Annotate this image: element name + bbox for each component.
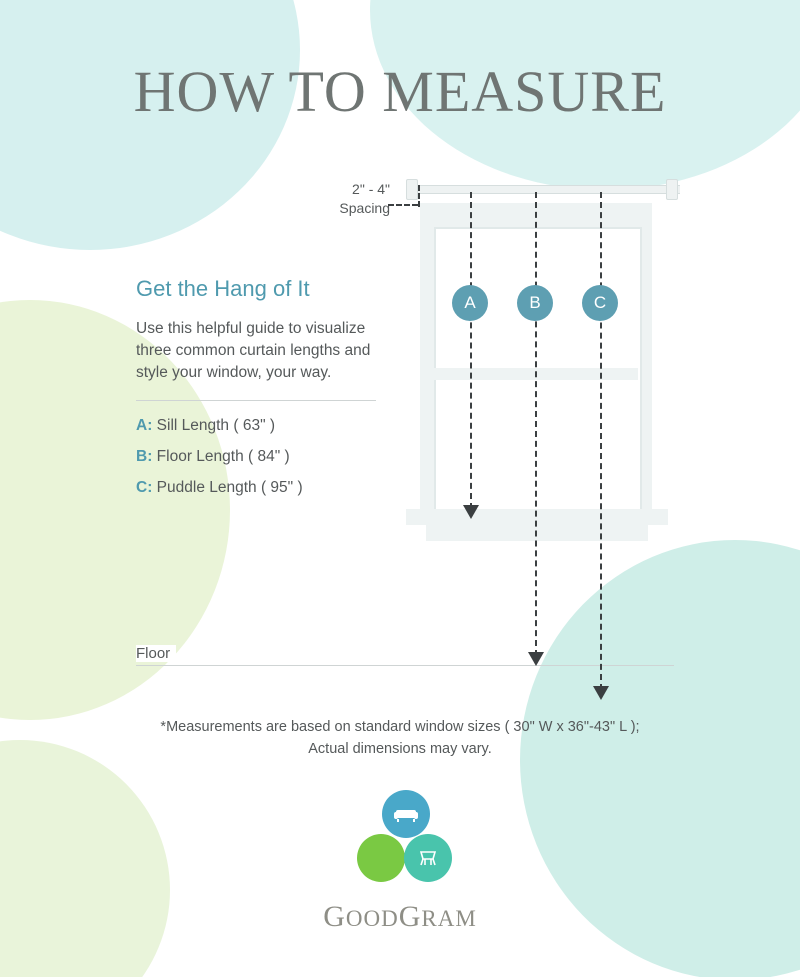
logo-marks xyxy=(340,790,460,890)
logo-wordmark xyxy=(0,900,800,934)
badge-c xyxy=(582,285,618,321)
info-panel-heading: Get the Hang of It xyxy=(136,276,310,301)
logo-circle-green xyxy=(357,834,405,882)
badge-a xyxy=(452,285,488,321)
curtain-rod-finial-left xyxy=(406,179,418,200)
measure-line-c xyxy=(600,192,602,690)
decorative-blob-top-left xyxy=(0,0,300,250)
info-panel-divider xyxy=(136,400,376,401)
legend-item-a xyxy=(136,417,376,435)
measure-arrow-b xyxy=(528,652,544,666)
logo-wordmark-g2: G xyxy=(398,900,422,933)
spacing-callout-line1: 2" - 4" xyxy=(352,181,390,197)
logo-circle-blue xyxy=(382,790,430,838)
sofa-icon xyxy=(393,804,419,824)
floor-label: Floor xyxy=(136,645,176,662)
footnote xyxy=(0,716,800,760)
footnote-line2: Actual dimensions may vary. xyxy=(308,741,492,757)
logo-wordmark-ram: RAM xyxy=(421,906,477,931)
badge-a-label: A xyxy=(464,293,476,312)
logo-wordmark-ood: OOD xyxy=(345,906,399,931)
window-sill xyxy=(406,509,668,525)
legend-label-b: Floor Length ( 84" ) xyxy=(156,448,290,465)
curtain-rod xyxy=(418,185,680,194)
measure-line-a xyxy=(470,192,472,509)
page-title-text: HOW TO MEASURE xyxy=(133,59,667,124)
legend-label-a: Sill Length ( 63" ) xyxy=(156,417,276,434)
legend-key-c: C: xyxy=(136,479,153,496)
curtain-rod-finial-right xyxy=(666,179,678,200)
logo-circle-teal xyxy=(404,834,452,882)
legend-item-c xyxy=(136,479,376,497)
chair-icon xyxy=(416,846,440,870)
spacing-callout-line2: Spacing xyxy=(339,200,390,216)
badge-b xyxy=(517,285,553,321)
page-title xyxy=(0,58,800,125)
brand-logo xyxy=(0,790,800,934)
logo-wordmark-g1: G xyxy=(323,900,346,933)
measure-arrow-c xyxy=(593,686,609,700)
floor-line xyxy=(136,665,674,666)
legend-key-a: A: xyxy=(136,417,153,434)
badge-b-label: B xyxy=(529,293,541,312)
legend-key-b: B: xyxy=(136,448,153,465)
legend-label-c: Puddle Length ( 95" ) xyxy=(156,479,303,496)
legend-item-b xyxy=(136,448,376,466)
spacing-callout xyxy=(300,180,390,218)
info-panel-body: Use this helpful guide to visualize three common curtain lengths and style your window, your way. xyxy=(136,320,371,381)
spacing-dash-horizontal xyxy=(388,204,418,206)
window-apron xyxy=(426,525,648,541)
measure-line-b xyxy=(535,192,537,656)
spacing-dash-vertical xyxy=(418,185,420,207)
footnote-line1: *Measurements are based on standard window sizes ( 30" W x 36"-43" L ); xyxy=(160,719,640,735)
info-panel xyxy=(136,276,376,510)
measure-arrow-a xyxy=(463,505,479,519)
badge-c-label: C xyxy=(593,293,607,312)
window-illustration xyxy=(398,175,688,575)
